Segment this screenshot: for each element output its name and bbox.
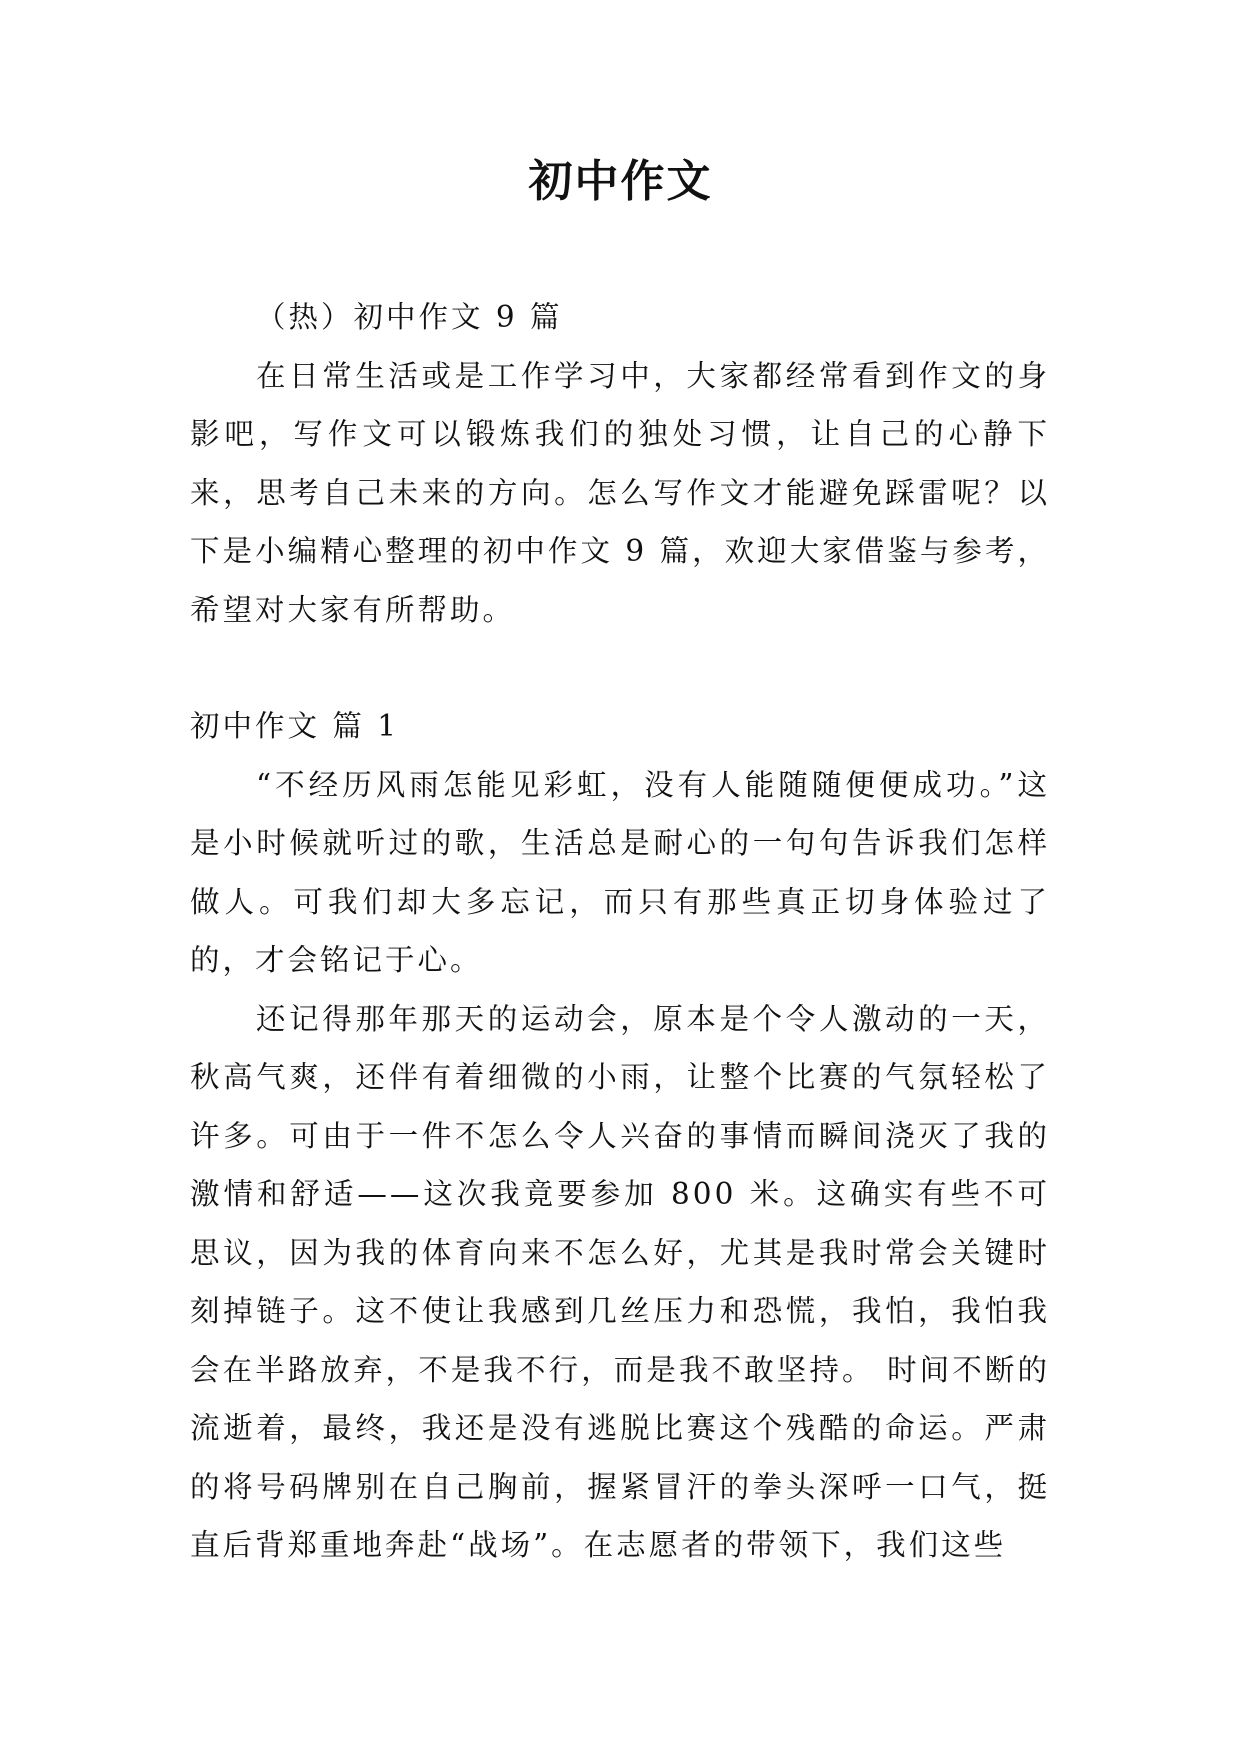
section-heading: 初中作文 篇 1 <box>190 709 400 743</box>
intro-paragraph: 在日常生活或是工作学习中，大家都经常看到作文的身影吧，写作文可以锻炼我们的独处习惯，让自己的心静下来，思考自己未来的方向。怎么写作文才能避免踩雷呢？以下是小编精心整理的初中作文 9 篇，欢迎大家借鉴与参考，希望对大家有所帮助。 <box>190 358 1050 627</box>
body-paragraph: “不经历风雨怎能见彩虹，没有人能随随便便成功。”这是小时候就听过的歌，生活总是耐心的一句句告诉我们怎样做人。可我们却大多忘记，而只有那些真正切身体验过了的，才会铭记于心。 <box>190 767 1050 977</box>
body-paragraph: 还记得那年那天的运动会，原本是个令人激动的一天，秋高气爽，还伴有着细微的小雨，让整个比赛的气氛轻松了许多。可由于一件不怎么令人兴奋的事情而瞬间浇灭了我的激情和舒适——这次我竟要参加 800 米。这确实有些不可思议，因为我的体育向来不怎么好，尤其是我时常会关键时刻掉链子。这不使让我感到几丝压力和恐慌，我怕，我怕我会在半路放弃，不是我不行，而是我不敢坚持。 时间不断的流逝着，最终，我还是没有逃脱比赛这个残酷的命运。严肃的将号码牌别在自己胸前，握紧冒汗的拳头深呼一口气，挺直后背郑重地奔赴“战场”。在志愿者的带领下，我们这些 <box>190 1001 1050 1562</box>
document-body <box>190 288 1050 1575</box>
document-subtitle: （热）初中作文 9 篇 <box>256 300 563 334</box>
document-title: 初中作文 <box>528 156 713 207</box>
